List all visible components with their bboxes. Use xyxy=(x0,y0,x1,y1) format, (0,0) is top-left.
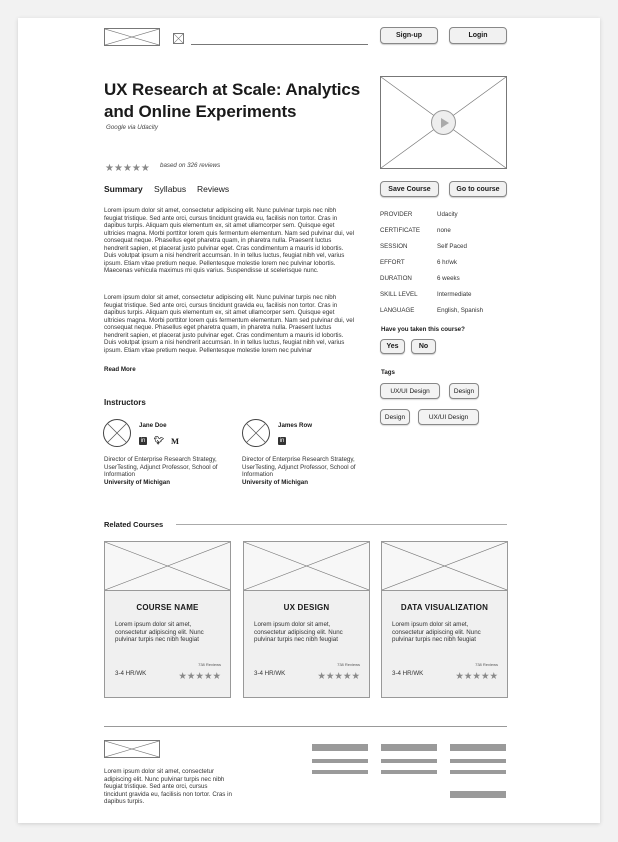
tag-chip[interactable]: UX/UI Design xyxy=(418,409,479,425)
course-reviews: 738 Reviews xyxy=(475,662,498,667)
star-icon: ★ xyxy=(122,163,132,174)
course-image xyxy=(105,542,230,591)
related-course-card[interactable] xyxy=(381,541,508,698)
property-key: LANGUAGE xyxy=(380,307,415,314)
star-icon: ★ xyxy=(113,163,123,174)
star-icon: ★ xyxy=(334,671,343,682)
property-session xyxy=(380,243,467,250)
related-divider xyxy=(176,524,507,525)
property-provider xyxy=(380,211,458,218)
course-title-line2: and Online Experiments xyxy=(104,102,297,121)
page-canvas xyxy=(18,18,600,823)
taken-course-question: Have you taken this course? xyxy=(381,326,465,333)
star-icon: ★ xyxy=(140,163,150,174)
course-title-line1: UX Research at Scale: Analytics xyxy=(104,80,361,99)
course-stars xyxy=(317,666,360,684)
linkedin-icon[interactable]: in xyxy=(279,438,285,444)
go-to-course-button[interactable]: Go to course xyxy=(449,181,507,197)
property-key: SESSION xyxy=(380,243,408,250)
footer-link[interactable] xyxy=(450,744,506,751)
provider-line: Google via Udacity xyxy=(106,124,158,131)
related-course-card[interactable] xyxy=(243,541,370,698)
course-title xyxy=(104,79,374,123)
instructor-bio: Director of Enterprise Research Strategy, UserTesting, Adjunct Professor, School of Information xyxy=(104,456,218,478)
star-icon: ★ xyxy=(463,671,473,682)
avatar[interactable] xyxy=(242,419,270,447)
instructor-bio: Director of Enterprise Research Strategy, UserTesting, Adjunct Professor, School of Information xyxy=(242,456,356,478)
star-icon: ★ xyxy=(489,671,498,682)
signup-button[interactable]: Sign-up xyxy=(380,27,438,44)
course-name: DATA VISUALIZATION xyxy=(400,603,489,612)
search-input[interactable] xyxy=(191,44,368,45)
course-hours: 3-4 HR/WK xyxy=(115,670,147,677)
star-icon: ★ xyxy=(131,163,141,174)
star-icon: ★ xyxy=(203,671,213,682)
play-icon[interactable] xyxy=(431,110,456,135)
tag-chip[interactable]: UX/UI Design xyxy=(380,383,440,399)
save-course-button[interactable]: Save Course xyxy=(380,181,439,197)
property-key: SKILL LEVEL xyxy=(380,291,418,298)
course-reviews: 738 Reviews xyxy=(198,662,221,667)
login-button[interactable]: Login xyxy=(449,27,507,44)
tab-summary[interactable]: Summary xyxy=(104,184,143,194)
star-icon: ★ xyxy=(105,163,114,174)
instructors-heading: Instructors xyxy=(104,398,146,407)
star-icon: ★ xyxy=(351,671,360,682)
tags-heading: Tags xyxy=(381,369,395,376)
course-stars xyxy=(455,666,498,684)
instructor-name[interactable]: James Row xyxy=(278,422,313,429)
star-icon: ★ xyxy=(455,671,464,682)
course-name: UX DESIGN xyxy=(283,603,330,612)
property-effort xyxy=(380,259,457,266)
read-more-link[interactable]: Read More xyxy=(104,366,136,373)
footer-link[interactable] xyxy=(381,759,437,763)
property-key: CERTIFICATE xyxy=(380,227,420,234)
avatar[interactable] xyxy=(103,419,131,447)
footer-link[interactable] xyxy=(312,744,368,751)
course-desc: Lorem ipsum dolor sit amet, consectetur adipiscing elit. Nunc pulvinar turpis nec nibh feugiat xyxy=(254,621,343,644)
instructor-school: University of Michigan xyxy=(104,479,171,486)
footer-link[interactable] xyxy=(381,770,437,774)
star-icon: ★ xyxy=(178,671,187,682)
course-desc: Lorem ipsum dolor sit amet, consectetur adipiscing elit. Nunc pulvinar turpis nec nibh feugiat xyxy=(115,621,204,644)
footer-logo[interactable] xyxy=(104,740,160,758)
property-value: 6 hr/wk xyxy=(437,259,457,266)
property-key: PROVIDER xyxy=(380,211,413,218)
course-name: COURSE NAME xyxy=(136,603,199,612)
rating-text: based on 326 reviews xyxy=(160,162,221,169)
course-stars xyxy=(178,666,221,684)
property-value: none xyxy=(437,227,451,234)
linkedin-icon[interactable]: in xyxy=(140,438,146,444)
star-icon: ★ xyxy=(212,671,221,682)
star-icon: ★ xyxy=(325,671,335,682)
footer-divider xyxy=(104,726,507,727)
property-value: Intermediate xyxy=(437,291,472,298)
medium-icon[interactable]: M xyxy=(171,436,180,446)
footer-text: Lorem ipsum dolor sit amet, consectetur adipiscing elit. Nunc pulvinar turpis nec nibh feugiat tristique. Sed ante orci, cursus tincidunt gravida eu, facilisis non tortor. Cras in dapibus turpis. xyxy=(104,768,232,805)
rating-stars xyxy=(105,158,150,176)
star-icon: ★ xyxy=(186,671,196,682)
course-reviews: 738 Reviews xyxy=(337,662,360,667)
instructor-school: University of Michigan xyxy=(242,479,309,486)
property-value: English, Spanish xyxy=(437,307,484,314)
search-icon[interactable] xyxy=(173,33,184,44)
property-value: 6 weeks xyxy=(437,275,460,282)
property-key: EFFORT xyxy=(380,259,405,266)
footer-link[interactable] xyxy=(312,759,368,763)
course-desc: Lorem ipsum dolor sit amet, consectetur adipiscing elit. Nunc pulvinar turpis nec nibh feugiat xyxy=(392,621,481,644)
course-hours: 3-4 HR/WK xyxy=(392,670,424,677)
footer-link[interactable] xyxy=(450,770,506,774)
footer-link[interactable] xyxy=(450,759,506,763)
tag-chip[interactable]: Design xyxy=(449,383,479,399)
related-heading: Related Courses xyxy=(104,520,164,529)
property-value: Self Paced xyxy=(437,243,467,250)
footer-link[interactable] xyxy=(381,744,437,751)
summary-paragraph-1: Lorem ipsum dolor sit amet, consectetur adipiscing elit. Nunc pulvinar turpis nec nibh feugiat tristique. Sed ante orci, cursus tincidunt gravida eu, facilisis non tortor. Cras in dapibus turpis. Aliquam quis elementum ex, sit amet ullamcorper sem. Quisque eget ultricies magna. Morbi porttitor lorem quis fermentum elementum. Nam sed pulvinar dui, vel consequat neque. Phasellus eget pharetra quam, in pharetra nulla. Praesent luctus hendrerit sapien, et placerat justo pulvinar eget. Cras condimentum a mauris id lobortis. Duis volutpat ipsum a nisi hendrerit accumsan. In in tellus luctus, feugiat nibh vel, varius ipsum. Etiam vitae pretium neque. Pellentesque molestie lorem nec pulvinar lobortis. Maecenas vehicula maximus mi quis varius. Suspendisse ut scelerisque nunc. xyxy=(104,207,355,274)
summary-paragraph-2: Lorem ipsum dolor sit amet, consectetur adipiscing elit. Nunc pulvinar turpis nec nibh feugiat tristique. Sed ante orci, cursus tincidunt gravida eu, facilisis non tortor. Cras in dapibus turpis. Aliquam quis elementum ex, sit amet ullamcorper sem. Quisque eget ultricies magna. Morbi porttitor lorem quis fermentum elementum. Nam sed pulvinar dui, vel consequat neque. Phasellus eget pharetra quam, in pharetra nulla. Praesent luctus hendrerit sapien, et placerat justo pulvinar eget. Cras condimentum a mauris id lobortis. Duis volutpat ipsum a nisi hendrerit accumsan. In in tellus luctus, feugiat nibh vel, varius ipsum. Etiam vitae pretium neque. Pellentesque molestie lorem nec pulvinar xyxy=(104,294,355,354)
yes-button[interactable]: Yes xyxy=(380,339,405,354)
star-icon: ★ xyxy=(195,671,204,682)
course-image xyxy=(382,542,507,591)
related-course-card[interactable] xyxy=(104,541,231,698)
logo-placeholder[interactable] xyxy=(104,28,160,46)
footer-link[interactable] xyxy=(450,791,506,798)
twitter-icon[interactable]: 🐦︎ xyxy=(154,436,165,445)
property-certificate xyxy=(380,227,451,234)
star-icon: ★ xyxy=(472,671,481,682)
star-icon: ★ xyxy=(480,671,490,682)
instructor-name[interactable]: Jane Doe xyxy=(139,422,167,429)
star-icon: ★ xyxy=(317,671,326,682)
course-hours: 3-4 HR/WK xyxy=(254,670,286,677)
tag-chip[interactable]: Design xyxy=(380,409,410,425)
property-duration xyxy=(380,275,460,282)
no-button[interactable]: No xyxy=(411,339,436,354)
property-value: Udacity xyxy=(437,211,458,218)
tab-syllabus[interactable]: Syllabus xyxy=(154,184,187,194)
footer-link[interactable] xyxy=(312,770,368,774)
property-language xyxy=(380,307,483,314)
star-icon: ★ xyxy=(342,671,352,682)
property-key: DURATION xyxy=(380,275,412,282)
property-skill-level xyxy=(380,291,471,298)
tab-reviews[interactable]: Reviews xyxy=(197,184,230,194)
course-image xyxy=(244,542,369,591)
